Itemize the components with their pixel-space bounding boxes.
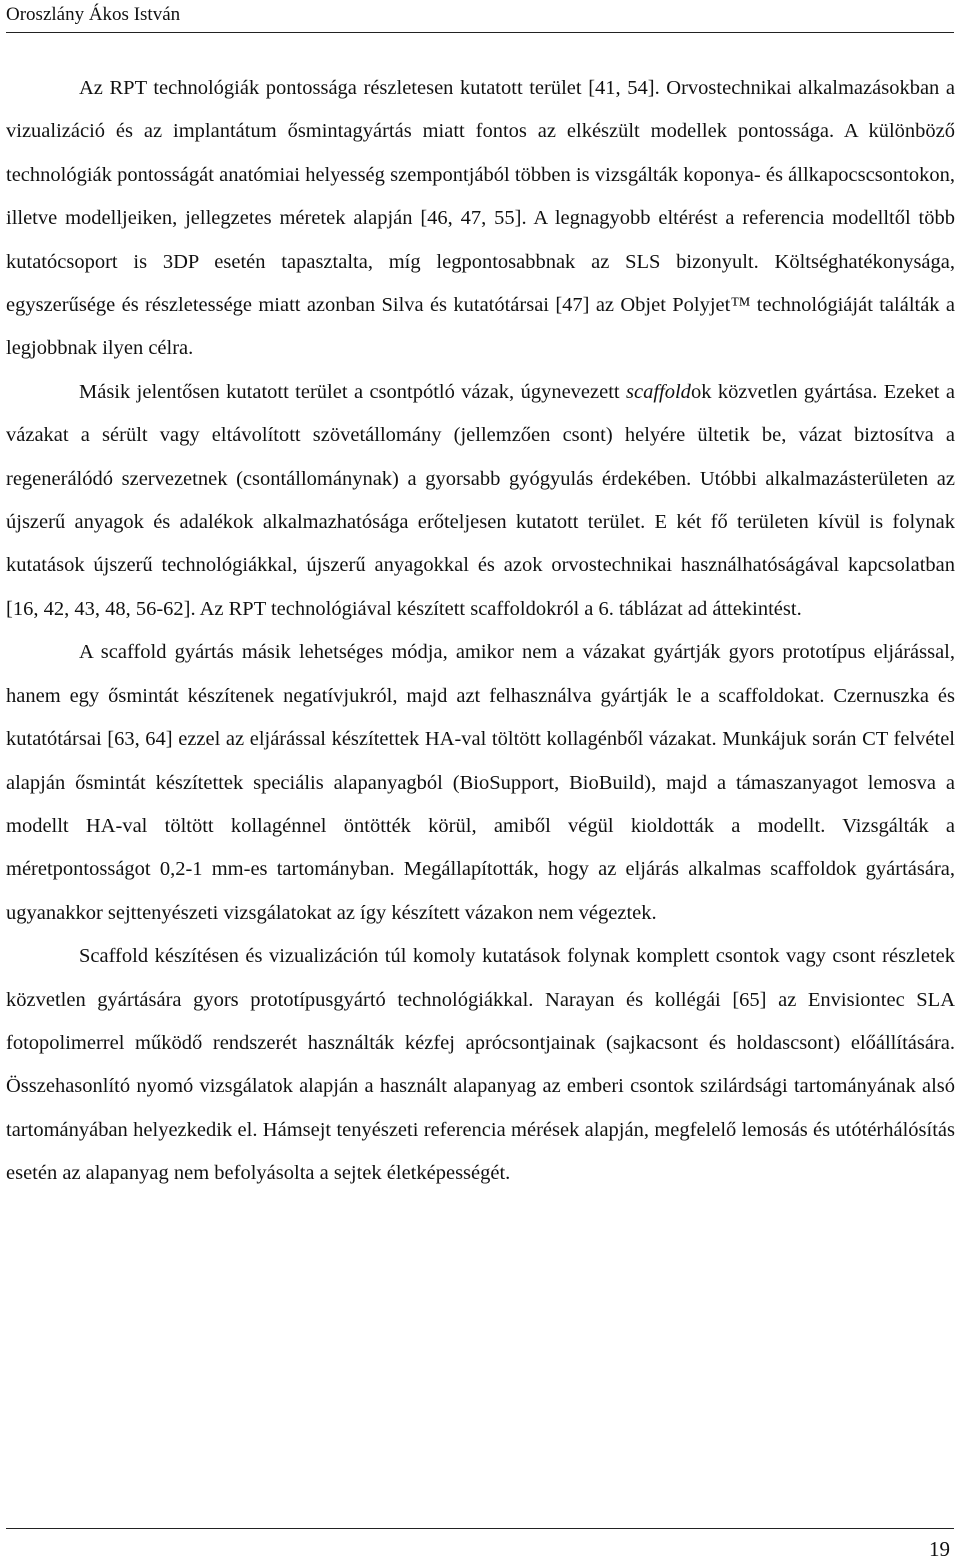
paragraph-2-italic: scaffold	[626, 380, 691, 403]
page-number: 19	[929, 1537, 950, 1561]
paragraph-3: A scaffold gyártás másik lehetséges módja, amikor nem a vázakat gyártják gyors prototípus eljárással, hanem egy ősmintát készítenek negatívjukról, majd azt felhasználva gyártják le a scaffoldokat. Czernuszka és kutatótársai [63, 64] ezzel az eljárással készítettek HA-val töltött kollagénből vázakat. Munkájuk során CT felvétel alapján ősmintát készítettek speciális alapanyagból (BioSupport, BioBuild), majd a támaszanyagot lemosva a modellt HA-val töltött kollagénnel öntötték körül, amiből végül kioldották a modellt. Vizsgálták a méretpontosságot 0,2-1 mm-es tartományban. Megállapították, hogy az eljárás alkalmas scaffoldok gyártására, ugyanakkor sejttenyészeti vizsgálatokat az így készített vázakon nem végeztek.	[6, 641, 955, 924]
header-author: Oroszlány Ákos István	[6, 4, 181, 25]
document-body	[6, 67, 955, 1196]
paragraph-2-before: Másik jelentősen kutatott terület a csontpótló vázak, úgynevezett	[79, 380, 627, 403]
paragraph-2	[6, 371, 955, 631]
paragraph-2-after: ok közvetlen gyártása. Ezeket a vázakat a sérült vagy eltávolított szövetállomány (jellemzően csont) helyére ültetik be, vázat biztosítva a regenerálódó szervezetnek (csontállománynak) a gyorsabb gyógyulás érdekében. Utóbbi alkalmazásterületen az újszerű anyagok és adalékok alkalmazhatósága erőteljesen kutatott terület. E két fő területen kívül is folynak kutatások újszerű technológiákkal, újszerű anyagokkal és azok orvostechnikai használhatóságával kapcsolatban [16, 42, 43, 48, 56-62]. Az RPT technológiával készített scaffoldokról a 6. táblázat ad áttekintést.	[6, 380, 955, 620]
paragraph-1: Az RPT technológiák pontossága részletesen kutatott terület [41, 54]. Orvostechnikai alkalmazásokban a vizualizáció és az implantátum ősmintagyártás miatt fontos az elkészült modellek pontossága. A különböző technológiák pontosságát anatómiai helyesség szempontjából többen is vizsgálták koponya- és állkapocscsontokon, illetve modelljeiken, jellegzetes méretek alapján [46, 47, 55]. A legnagyobb eltérést a referencia modelltől több kutatócsoport is 3DP esetén tapasztalta, míg legpontosabbnak az SLS bizonyult. Költséghatékonysága, egyszerűsége és részletessége miatt azonban Silva és kutatótársai [47] az Objet Polyjet™ technológiáját találták a legjobbnak ilyen célra.	[6, 77, 955, 360]
paragraph-4: Scaffold készítésen és vizualizáción túl komoly kutatások folynak komplett csontok vagy csont részletek közvetlen gyártására gyors prototípusgyártó technológiákkal. Narayan és kollégái [65] az Envisiontec SLA fotopolimerrel működő rendszerét használták kézfej aprócsontjainak (sajkacsont és holdascsont) előállítására. Összehasonlító nyomó vizsgálatok alapján a használt alapanyag az emberi csontok szilárdsági tartományának alsó tartományában helyezkedik el. Hámsejt tenyészeti referencia mérések alapján, megfelelő lemosás és utótérhálósítás esetén az alapanyag nem befolyásolta a sejtek életképességét.	[6, 945, 955, 1185]
page-footer	[6, 1528, 954, 1561]
page-header	[6, 2, 954, 33]
